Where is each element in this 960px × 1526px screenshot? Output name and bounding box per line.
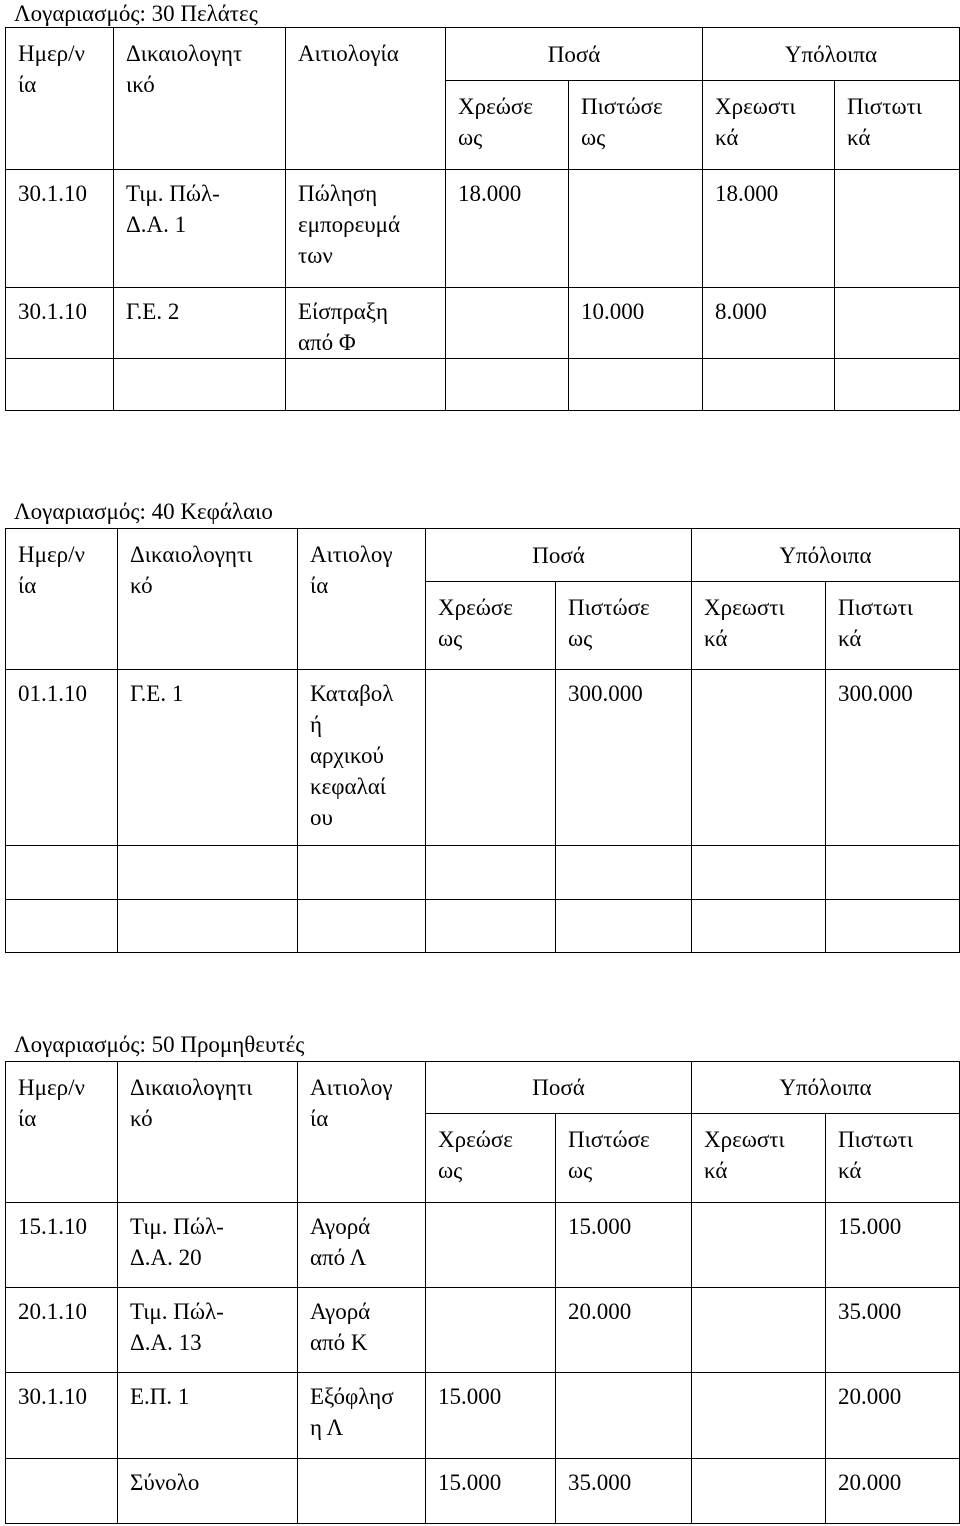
cell-debit-balance <box>692 670 826 846</box>
cell-description <box>298 1459 426 1524</box>
cell-document: Γ.Ε. 1 <box>118 670 298 846</box>
cell-credit: 300.000 <box>556 670 692 846</box>
total-label: Σύνολο <box>118 1459 298 1524</box>
cell-description: Αγορά από Κ <box>298 1288 426 1373</box>
cell-document: Ε.Π. 1 <box>118 1373 298 1459</box>
cell-description: Εξόφλησ η Λ <box>298 1373 426 1459</box>
cell-debit <box>426 1203 556 1288</box>
table-row <box>6 1288 960 1373</box>
header-credit: Πιστώσε ως <box>556 1114 692 1203</box>
cell-debit <box>426 670 556 846</box>
header-description: Αιτιολογ ία <box>298 529 426 670</box>
header-description: Αιτιολογία <box>286 28 446 170</box>
cell-date: 15.1.10 <box>6 1203 118 1288</box>
cell-credit: 20.000 <box>556 1288 692 1373</box>
header-debit-balance: Χρεωστι κά <box>692 1114 826 1203</box>
cell-debit-balance <box>692 1373 826 1459</box>
header-credit: Πιστώσε ως <box>569 81 703 170</box>
header-description: Αιτιολογ ία <box>298 1062 426 1203</box>
cell-document: Τιμ. Πώλ- Δ.Α. 13 <box>118 1288 298 1373</box>
cell-date: 30.1.10 <box>6 170 114 288</box>
header-credit-balance: Πιστωτι κά <box>835 81 960 170</box>
account-30-ledger-table <box>5 27 960 411</box>
table-row <box>6 670 960 846</box>
header-credit-balance: Πιστωτι κά <box>826 1114 960 1203</box>
header-debit-balance: Χρεωστι κά <box>692 582 826 670</box>
header-debit-balance: Χρεωστι κά <box>703 81 835 170</box>
cell-credit-balance: 35.000 <box>826 1288 960 1373</box>
header-balances: Υπόλοιπα <box>703 28 960 81</box>
header-group-row <box>6 28 960 81</box>
cell-description: Καταβολ ή αρχικού κεφαλαί ου <box>298 670 426 846</box>
header-debit: Χρεώσε ως <box>446 81 569 170</box>
empty-row <box>6 846 960 900</box>
table-row <box>6 1373 960 1459</box>
account-30-title: Λογαριασμός: 30 Πελάτες <box>14 1 258 26</box>
header-date: Ημερ/ν ία <box>6 28 114 170</box>
table-row <box>6 170 960 288</box>
total-credit-balance: 20.000 <box>826 1459 960 1524</box>
cell-date: 20.1.10 <box>6 1288 118 1373</box>
total-debit: 15.000 <box>426 1459 556 1524</box>
header-balances: Υπόλοιπα <box>692 529 960 582</box>
cell-date: 30.1.10 <box>6 288 114 359</box>
header-debit: Χρεώσε ως <box>426 582 556 670</box>
cell-credit-balance <box>835 288 960 359</box>
cell-description: Αγορά από Λ <box>298 1203 426 1288</box>
account-50-title: Λογαριασμός: 50 Προμηθευτές <box>14 1032 305 1057</box>
cell-debit <box>446 288 569 359</box>
cell-debit: 18.000 <box>446 170 569 288</box>
account-40-ledger-table <box>5 528 960 953</box>
header-document: Δικαιολογητι κό <box>118 1062 298 1203</box>
header-balances: Υπόλοιπα <box>692 1062 960 1114</box>
total-row <box>6 1459 960 1524</box>
cell-debit-balance: 8.000 <box>703 288 835 359</box>
cell-date: 30.1.10 <box>6 1373 118 1459</box>
cell-credit-balance <box>835 170 960 288</box>
account-40-title: Λογαριασμός: 40 Κεφάλαιο <box>14 499 273 524</box>
header-credit-balance: Πιστωτι κά <box>826 582 960 670</box>
cell-credit: 10.000 <box>569 288 703 359</box>
cell-credit <box>569 170 703 288</box>
header-date: Ημερ/ν ία <box>6 529 118 670</box>
cell-document: Γ.Ε. 2 <box>114 288 286 359</box>
cell-credit-balance: 15.000 <box>826 1203 960 1288</box>
header-amounts: Ποσά <box>426 1062 692 1114</box>
header-group-row <box>6 1062 960 1114</box>
cell-debit-balance: 18.000 <box>703 170 835 288</box>
cell-credit <box>556 1373 692 1459</box>
cell-document: Τιμ. Πώλ- Δ.Α. 20 <box>118 1203 298 1288</box>
cell-debit <box>426 1288 556 1373</box>
cell-debit-balance <box>692 1203 826 1288</box>
header-group-row <box>6 529 960 582</box>
cell-date: 01.1.10 <box>6 670 118 846</box>
cell-description: Πώληση εμπορευμά των <box>286 170 446 288</box>
cell-debit: 15.000 <box>426 1373 556 1459</box>
header-credit: Πιστώσε ως <box>556 582 692 670</box>
cell-credit-balance: 20.000 <box>826 1373 960 1459</box>
header-date: Ημερ/ν ία <box>6 1062 118 1203</box>
cell-document: Τιμ. Πώλ- Δ.Α. 1 <box>114 170 286 288</box>
cell-credit: 15.000 <box>556 1203 692 1288</box>
cell-date <box>6 1459 118 1524</box>
cell-debit-balance <box>692 1288 826 1373</box>
total-credit: 35.000 <box>556 1459 692 1524</box>
header-document: Δικαιολογητ ικό <box>114 28 286 170</box>
header-amounts: Ποσά <box>446 28 703 81</box>
table-row <box>6 1203 960 1288</box>
header-document: Δικαιολογητι κό <box>118 529 298 670</box>
account-50-ledger-table <box>5 1061 960 1524</box>
table-row <box>6 288 960 359</box>
cell-credit-balance: 300.000 <box>826 670 960 846</box>
header-amounts: Ποσά <box>426 529 692 582</box>
total-debit-balance <box>692 1459 826 1524</box>
header-debit: Χρεώσε ως <box>426 1114 556 1203</box>
empty-row <box>6 359 960 411</box>
empty-row <box>6 900 960 953</box>
cell-description: Είσπραξη από Φ <box>286 288 446 359</box>
